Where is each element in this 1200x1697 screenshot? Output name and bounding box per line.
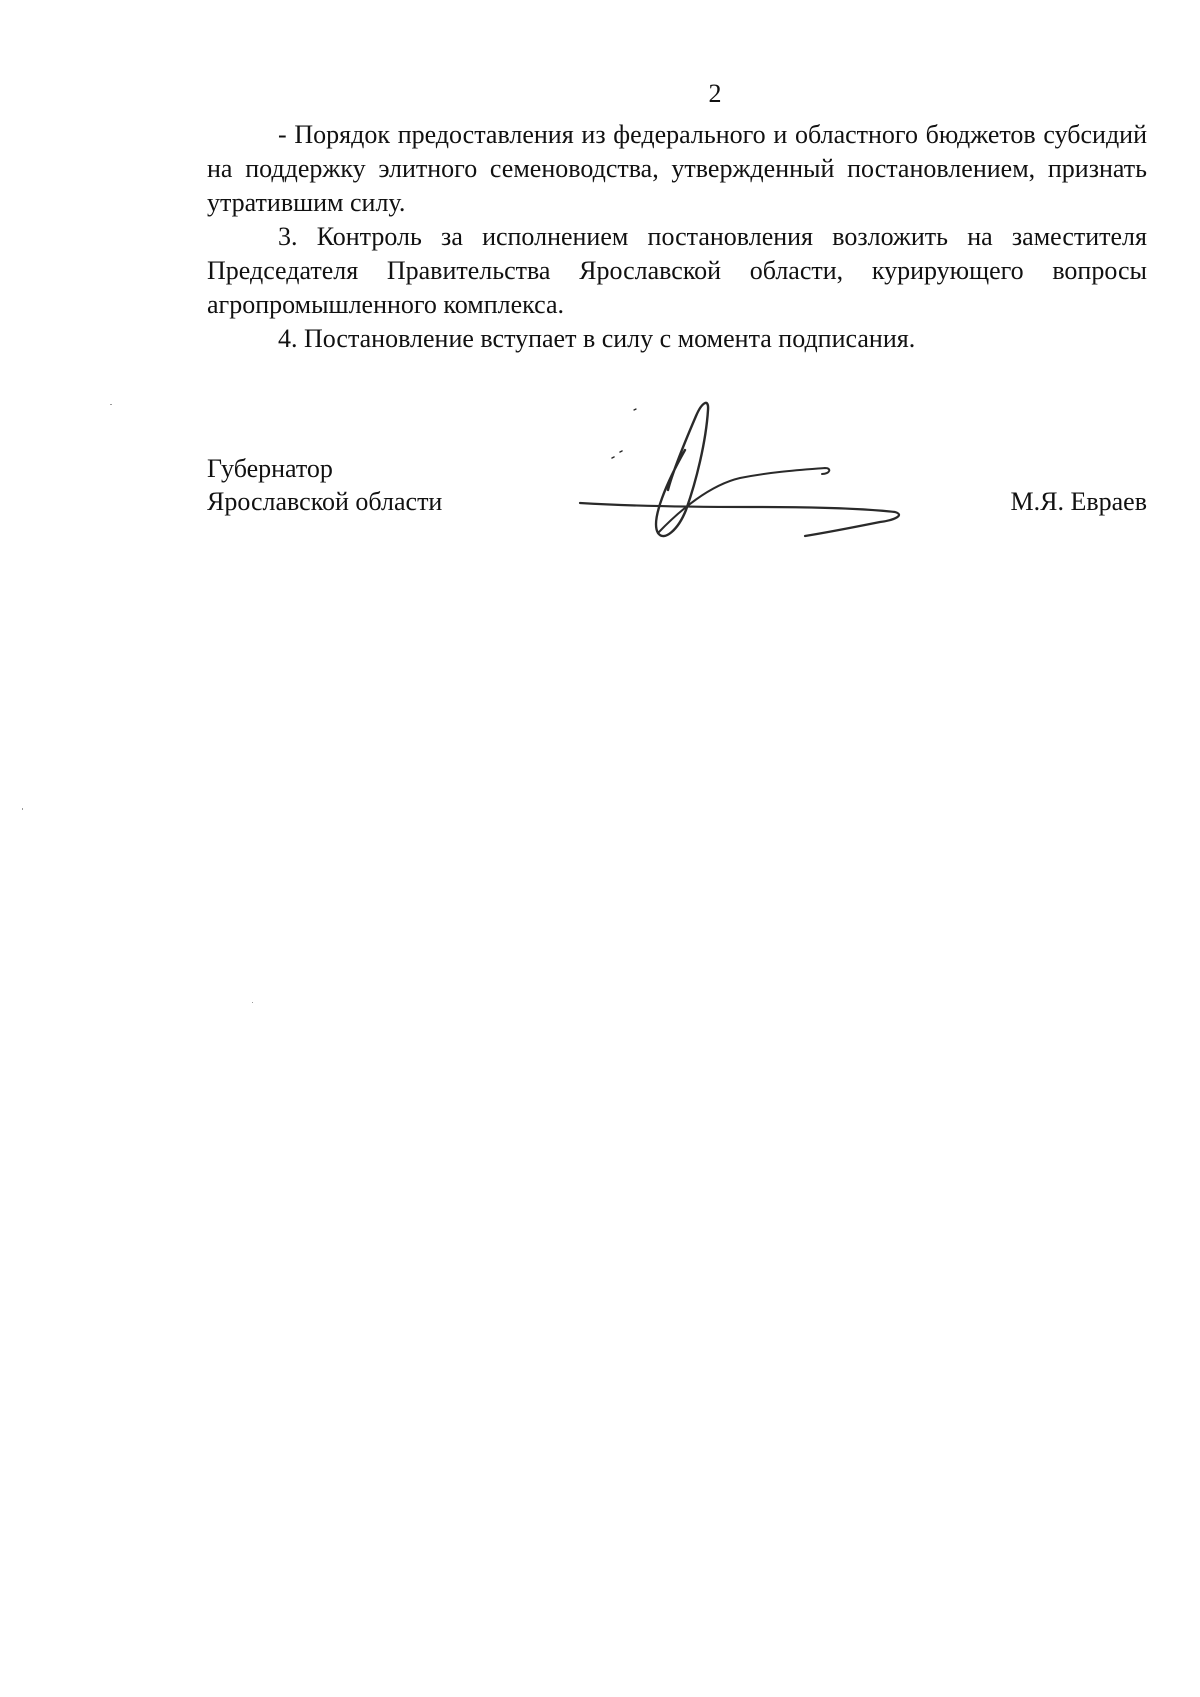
page-number: 2	[708, 79, 722, 108]
scan-speck	[252, 1002, 253, 1003]
signatory-title-line2: Ярославской области	[207, 487, 443, 516]
scan-speck	[22, 808, 23, 810]
signatory-title-line1: Губернатор	[207, 454, 333, 483]
paragraph-control: 3. Контроль за исполнением постановления возложить на заместителя Председателя Правительства Ярославской области, курирующего вопросы агропромышленного комплекса.	[207, 222, 1147, 319]
signatory-name: М.Я. Евраев	[1010, 487, 1147, 516]
paragraph-revocation: - Порядок предоставления из федерального и областного бюджетов субсидий на поддержку элитного семеноводства, утвержденный постановлением, признать утратившим силу.	[207, 120, 1147, 217]
scan-speck	[110, 404, 112, 405]
paragraph-effective: 4. Постановление вступает в силу с момента подписания.	[278, 324, 916, 353]
signature-block	[207, 452, 1147, 552]
document-body	[207, 118, 1147, 356]
signatory-title	[207, 452, 442, 518]
